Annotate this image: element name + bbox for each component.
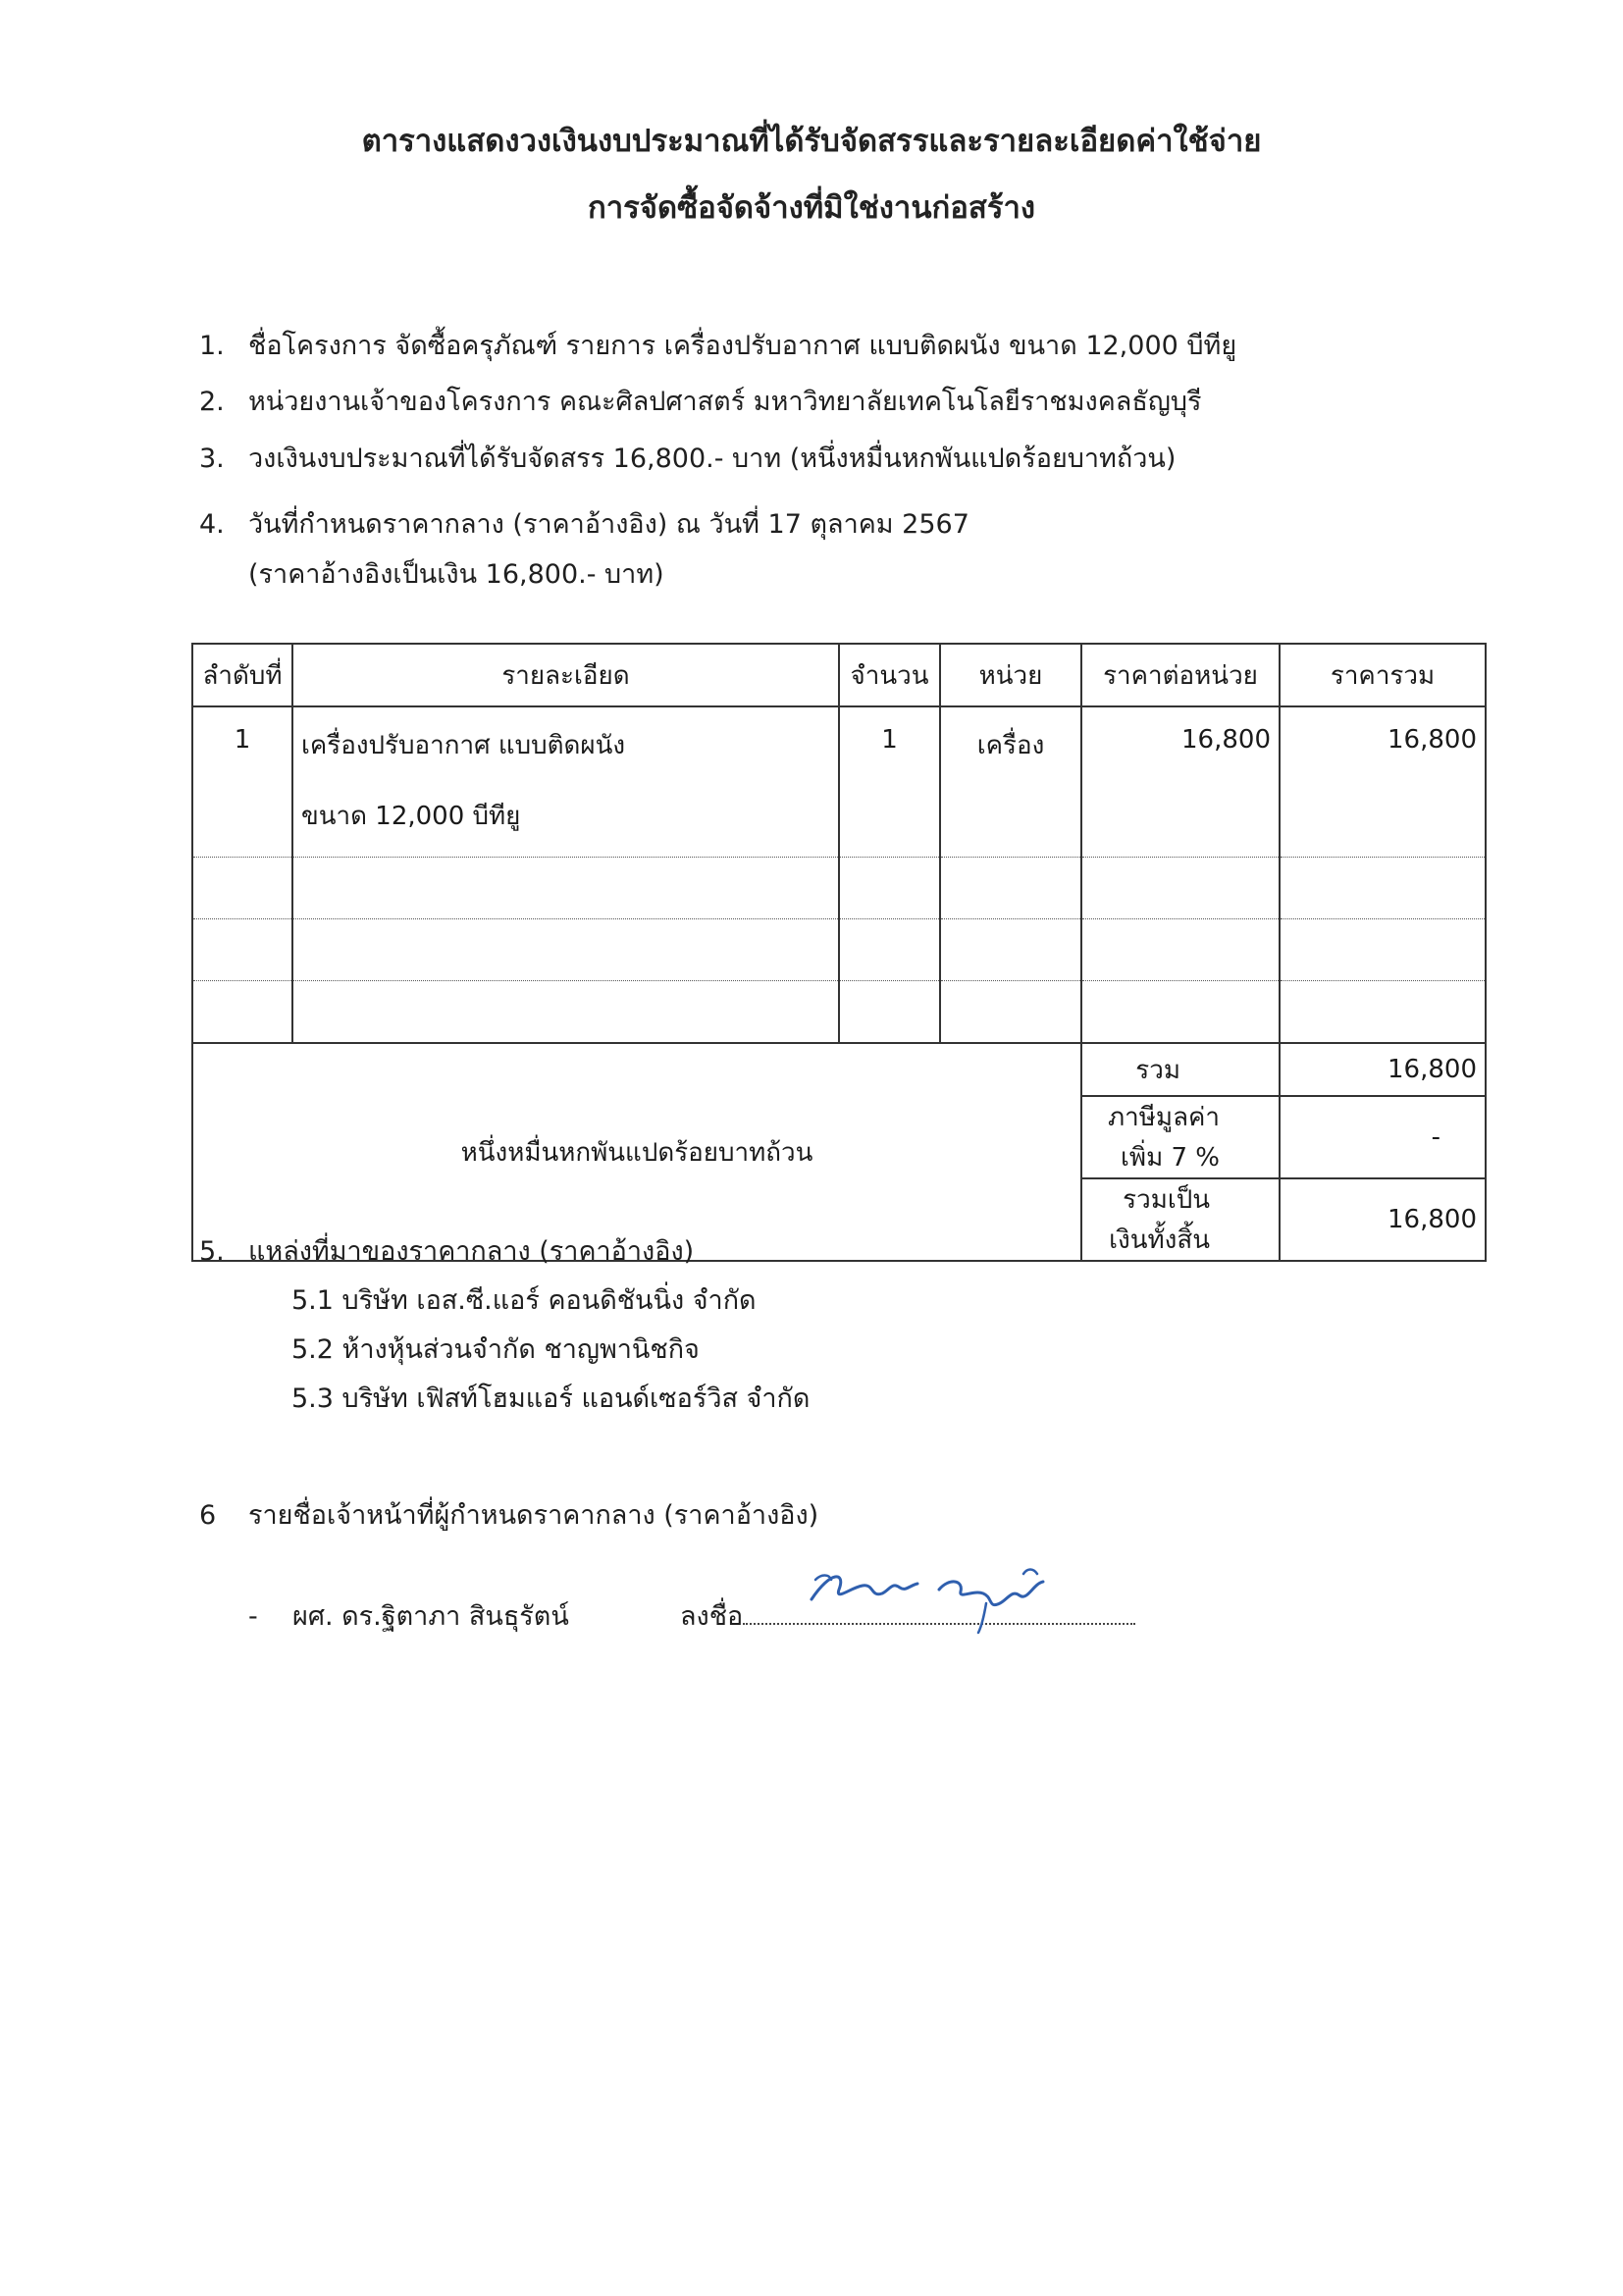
table-row-empty [192, 919, 1486, 981]
officials-heading [199, 1493, 818, 1536]
table-row-empty [192, 981, 1486, 1044]
item-text: วงเงินงบประมาณที่ได้รับจัดสรร 16,800.- บาท (หนึ่งหมื่นหกพันแปดร้อยบาทถ้วน) [248, 444, 1177, 474]
official-name: ผศ. ดร.ฐิตาภา สินธุรัตน์ [292, 1601, 569, 1632]
sum-value: 16,800 [1280, 1043, 1486, 1096]
row-unit-price: 16,800 [1081, 706, 1280, 786]
item-number: 2. [199, 387, 225, 417]
item-text: หน่วยงานเจ้าของโครงการ คณะศิลปศาสตร์ มหาวิทยาลัยเทคโนโลยีราชมงคลธัญบุรี [248, 387, 1202, 417]
col-header-detail: รายละเอียด [292, 644, 839, 706]
amount-in-words: หนึ่งหมื่นหกพันแปดร้อยบาทถ้วน [192, 1043, 1081, 1261]
item-number: 4. [199, 509, 225, 540]
table-row [192, 706, 1486, 786]
table-header-row [192, 644, 1486, 706]
col-header-unit-price: ราคาต่อหน่วย [1081, 644, 1280, 706]
row-qty: 1 [839, 706, 940, 786]
dash: - [248, 1601, 258, 1632]
table-row-continuation [192, 786, 1486, 858]
sources-title: แหล่งที่มาของราคากลาง (ราคาอ้างอิง) [248, 1236, 695, 1267]
vat-label: ภาษีมูลค่าเพิ่ม 7 % [1081, 1096, 1280, 1178]
item-3 [199, 437, 1176, 479]
row-detail-line2: ขนาด 12,000 บีทียู [292, 786, 839, 858]
section-number: 6 [199, 1500, 217, 1531]
officials-title: รายชื่อเจ้าหน้าที่ผู้กำหนดราคากลาง (ราคาอ้างอิง) [248, 1500, 819, 1531]
source-item: 5.1 บริษัท เอส.ซี.แอร์ คอนดิชันนิ่ง จำกัด [291, 1285, 757, 1316]
item-4-sub: (ราคาอ้างอิงเป็นเงิน 16,800.- บาท) [248, 559, 664, 590]
item-text: ชื่อโครงการ จัดซื้อครุภัณฑ์ รายการ เครื่องปรับอากาศ แบบติดผนัง ขนาด 12,000 บีทียู [248, 331, 1237, 361]
col-header-unit: หน่วย [940, 644, 1081, 706]
sources-heading [199, 1229, 694, 1272]
sign-label: ลงชื่อ [680, 1601, 744, 1632]
signature-line [743, 1597, 1135, 1625]
grand-total-value: 16,800 [1280, 1178, 1486, 1261]
col-header-total: ราคารวม [1280, 644, 1486, 706]
vat-value: - [1280, 1096, 1486, 1178]
col-header-no: ลำดับที่ [192, 644, 292, 706]
item-2 [199, 380, 1201, 422]
col-header-qty: จำนวน [839, 644, 940, 706]
item-1 [199, 324, 1236, 366]
section-number: 5. [199, 1236, 225, 1267]
document-title-line1: ตารางแสดงวงเงินงบประมาณที่ได้รับจัดสรรและรายละเอียดค่าใช้จ่าย [361, 124, 1262, 159]
item-number: 1. [199, 331, 225, 361]
document-title-line2: การจัดซื้อจัดจ้างที่มิใช่งานก่อสร้าง [587, 190, 1036, 226]
item-text: วันที่กำหนดราคากลาง (ราคาอ้างอิง) ณ วันที่ 17 ตุลาคม 2567 [248, 509, 969, 540]
source-item: 5.3 บริษัท เฟิสท์โฮมแอร์ แอนด์เซอร์วิส จำกัด [291, 1383, 811, 1414]
sum-row [192, 1043, 1486, 1096]
row-unit: เครื่อง [940, 706, 1081, 786]
item-number: 3. [199, 444, 225, 474]
table-row-empty [192, 858, 1486, 919]
budget-table [191, 643, 1487, 1262]
official-entry [248, 1594, 1135, 1637]
row-total: 16,800 [1280, 706, 1486, 786]
source-item: 5.2 ห้างหุ้นส่วนจำกัด ชาญพานิชกิจ [291, 1334, 700, 1365]
row-detail-line1: เครื่องปรับอากาศ แบบติดผนัง [292, 706, 839, 786]
item-4 [199, 502, 969, 545]
signature-mark [792, 1560, 1106, 1639]
sum-label: รวม [1081, 1043, 1280, 1096]
grand-total-label: รวมเป็นเงินทั้งสิ้น [1081, 1178, 1280, 1261]
row-no: 1 [192, 706, 292, 786]
